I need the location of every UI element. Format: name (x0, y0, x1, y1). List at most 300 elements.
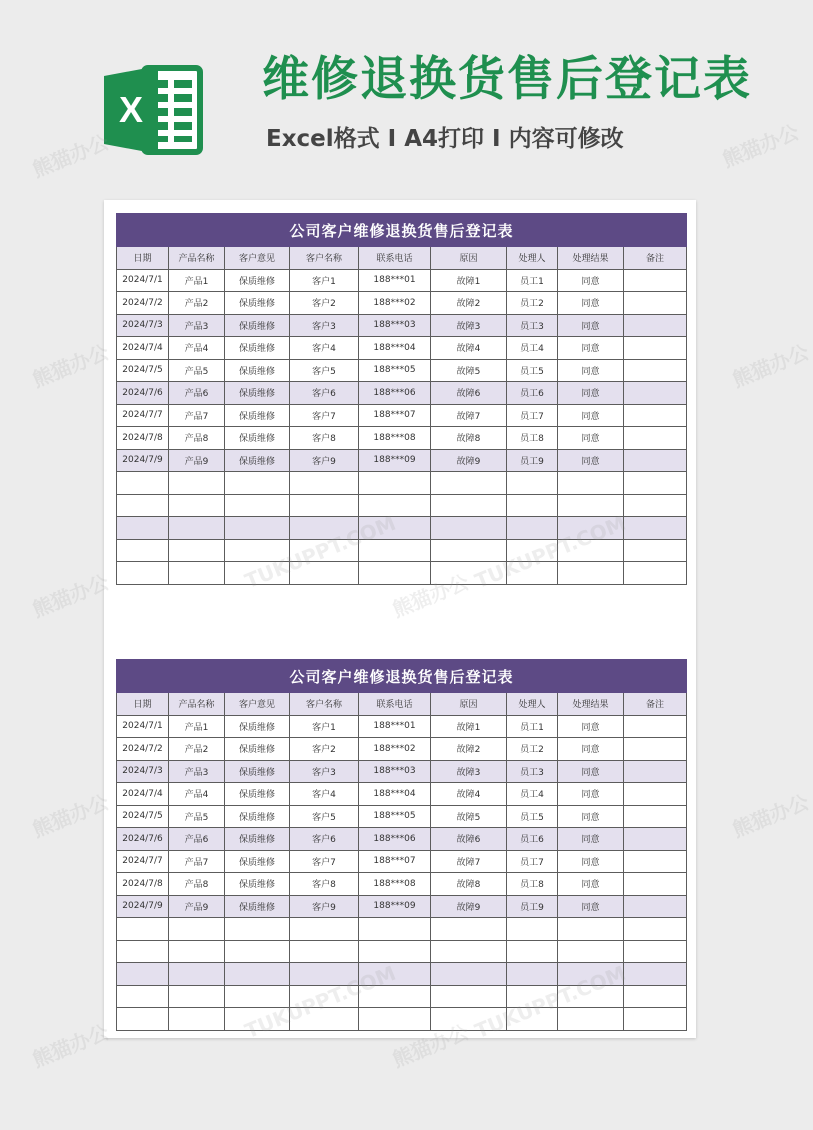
table-cell[interactable]: 故障3 (431, 760, 507, 783)
table-cell[interactable]: 188***01 (359, 715, 431, 738)
table-cell[interactable] (624, 895, 687, 918)
column-header: 日期 (117, 693, 169, 716)
table-cell[interactable]: 故障5 (431, 359, 507, 382)
table-cell[interactable] (431, 918, 507, 941)
table-cell[interactable]: 产品1 (169, 269, 225, 292)
table-cell[interactable]: 保质维修 (225, 382, 290, 405)
table-cell[interactable] (624, 292, 687, 315)
column-header: 日期 (117, 247, 169, 270)
table-cell[interactable] (624, 269, 687, 292)
table-cell[interactable] (624, 427, 687, 450)
table-cell[interactable]: 客户5 (290, 359, 359, 382)
table-cell[interactable]: 188***01 (359, 269, 431, 292)
table-cell[interactable]: 2024/7/3 (117, 314, 169, 337)
table-cell[interactable]: 保质维修 (225, 404, 290, 427)
table-cell[interactable]: 188***02 (359, 292, 431, 315)
table-cell[interactable]: 产品4 (169, 337, 225, 360)
table-cell[interactable]: 保质维修 (225, 269, 290, 292)
table-cell[interactable] (117, 918, 169, 941)
table-cell[interactable]: 客户9 (290, 895, 359, 918)
table-cell[interactable] (624, 539, 687, 562)
table-cell[interactable]: 188***04 (359, 783, 431, 806)
table-row (117, 449, 687, 472)
table-cell[interactable]: 保质维修 (225, 805, 290, 828)
table-cell[interactable] (225, 918, 290, 941)
table-cell[interactable]: 保质维修 (225, 828, 290, 851)
table-cell[interactable] (117, 562, 169, 585)
table-cell[interactable]: 员工6 (507, 828, 558, 851)
table-cell[interactable] (117, 1008, 169, 1031)
table-cell[interactable]: 产品6 (169, 382, 225, 405)
table-cell[interactable]: 故障8 (431, 427, 507, 450)
table-cell[interactable]: 188***06 (359, 382, 431, 405)
table-cell[interactable] (431, 472, 507, 495)
table-cell[interactable] (169, 539, 225, 562)
table-cell[interactable]: 客户1 (290, 269, 359, 292)
table-cell[interactable]: 客户8 (290, 427, 359, 450)
table-cell[interactable]: 员工5 (507, 359, 558, 382)
table-cell[interactable]: 同意 (558, 715, 624, 738)
table-cell[interactable]: 同意 (558, 873, 624, 896)
watermark-text: 熊猫办公 (28, 129, 113, 183)
table-cell[interactable]: 客户6 (290, 382, 359, 405)
table-cell[interactable] (624, 828, 687, 851)
table-cell[interactable]: 客户2 (290, 292, 359, 315)
table-cell[interactable]: 2024/7/6 (117, 828, 169, 851)
table-cell[interactable] (624, 562, 687, 585)
table-row (117, 404, 687, 427)
table-cell[interactable]: 产品1 (169, 715, 225, 738)
table-cell[interactable] (431, 940, 507, 963)
table-cell[interactable] (290, 539, 359, 562)
table-cell[interactable] (169, 940, 225, 963)
table-cell[interactable]: 产品8 (169, 427, 225, 450)
table-cell[interactable]: 产品8 (169, 873, 225, 896)
table-cell[interactable]: 员工6 (507, 382, 558, 405)
table-cell[interactable] (558, 918, 624, 941)
table-cell[interactable] (431, 539, 507, 562)
table-cell[interactable]: 产品7 (169, 850, 225, 873)
table-cell[interactable] (169, 918, 225, 941)
table-cell[interactable]: 员工3 (507, 314, 558, 337)
table-cell[interactable]: 保质维修 (225, 314, 290, 337)
column-header: 客户名称 (290, 693, 359, 716)
table-cell[interactable]: 客户4 (290, 337, 359, 360)
table-row (117, 873, 687, 896)
table-cell[interactable] (558, 517, 624, 540)
logo-letter: X (118, 89, 144, 130)
table-cell[interactable] (624, 940, 687, 963)
table-cell[interactable] (359, 517, 431, 540)
table-cell[interactable] (169, 494, 225, 517)
table-cell[interactable]: 产品7 (169, 404, 225, 427)
table-cell[interactable]: 保质维修 (225, 760, 290, 783)
table-cell[interactable] (558, 472, 624, 495)
table-cell[interactable]: 同意 (558, 292, 624, 315)
table-cell[interactable] (290, 918, 359, 941)
table-cell[interactable] (117, 472, 169, 495)
table-cell[interactable]: 2024/7/4 (117, 337, 169, 360)
table-cell[interactable]: 产品4 (169, 783, 225, 806)
table-cell[interactable]: 同意 (558, 760, 624, 783)
table-cell[interactable]: 2024/7/1 (117, 715, 169, 738)
table-cell[interactable] (169, 1008, 225, 1031)
table-cell[interactable]: 188***05 (359, 359, 431, 382)
table-cell[interactable]: 故障2 (431, 738, 507, 761)
table-cell[interactable] (225, 539, 290, 562)
table-cell[interactable]: 188***03 (359, 314, 431, 337)
table-cell[interactable]: 188***07 (359, 404, 431, 427)
table-cell[interactable]: 员工1 (507, 715, 558, 738)
table-cell[interactable] (359, 940, 431, 963)
column-header: 联系电话 (359, 693, 431, 716)
table-cell[interactable]: 188***09 (359, 895, 431, 918)
table-cell[interactable]: 2024/7/9 (117, 449, 169, 472)
table-cell[interactable] (117, 963, 169, 986)
table-cell[interactable]: 2024/7/5 (117, 805, 169, 828)
table-cell[interactable]: 2024/7/6 (117, 382, 169, 405)
table-cell[interactable]: 188***04 (359, 337, 431, 360)
table-cell[interactable] (558, 940, 624, 963)
table-cell[interactable]: 同意 (558, 337, 624, 360)
table-cell[interactable] (624, 449, 687, 472)
header-banner (0, 0, 803, 190)
table-cell[interactable] (624, 783, 687, 806)
table-title: 公司客户维修退换货售后登记表 (117, 214, 687, 247)
table-row (117, 382, 687, 405)
table-row (117, 738, 687, 761)
table-cell[interactable]: 2024/7/2 (117, 738, 169, 761)
table-cell[interactable]: 188***08 (359, 873, 431, 896)
table-cell[interactable]: 故障3 (431, 314, 507, 337)
table-cell[interactable]: 2024/7/2 (117, 292, 169, 315)
table-cell[interactable] (431, 494, 507, 517)
table-cell[interactable] (624, 359, 687, 382)
table-cell[interactable] (359, 539, 431, 562)
table-cell[interactable] (507, 985, 558, 1008)
table-cell[interactable] (624, 382, 687, 405)
table-cell[interactable]: 客户8 (290, 873, 359, 896)
table-cell[interactable]: 2024/7/4 (117, 783, 169, 806)
table-cell[interactable]: 同意 (558, 738, 624, 761)
table-cell[interactable]: 客户7 (290, 404, 359, 427)
table-cell[interactable] (624, 985, 687, 1008)
table-cell[interactable] (624, 805, 687, 828)
table-cell[interactable]: 客户6 (290, 828, 359, 851)
table-cell[interactable]: 保质维修 (225, 873, 290, 896)
table-cell[interactable] (507, 918, 558, 941)
table-cell[interactable]: 故障6 (431, 828, 507, 851)
table-cell[interactable]: 产品2 (169, 738, 225, 761)
table-cell[interactable] (117, 985, 169, 1008)
table-cell[interactable]: 客户3 (290, 760, 359, 783)
table-cell[interactable] (624, 738, 687, 761)
table-cell[interactable] (507, 562, 558, 585)
table-cell[interactable]: 客户1 (290, 715, 359, 738)
table-cell[interactable] (290, 562, 359, 585)
table-cell[interactable] (431, 1008, 507, 1031)
table-row (117, 895, 687, 918)
table-cell[interactable] (624, 517, 687, 540)
table-cell[interactable]: 故障7 (431, 850, 507, 873)
table-cell[interactable] (558, 539, 624, 562)
table-cell[interactable]: 保质维修 (225, 783, 290, 806)
table-cell[interactable] (359, 918, 431, 941)
table-row (117, 783, 687, 806)
table-cell[interactable]: 2024/7/5 (117, 359, 169, 382)
table-cell[interactable] (359, 562, 431, 585)
table-cell[interactable] (169, 963, 225, 986)
table-cell[interactable] (431, 963, 507, 986)
table-cell[interactable]: 员工4 (507, 783, 558, 806)
table-cell[interactable] (624, 494, 687, 517)
table-cell[interactable]: 员工5 (507, 805, 558, 828)
column-header: 联系电话 (359, 247, 431, 270)
table-cell[interactable]: 客户4 (290, 783, 359, 806)
table-cell[interactable]: 故障1 (431, 269, 507, 292)
table-cell[interactable]: 员工4 (507, 337, 558, 360)
table-cell[interactable]: 同意 (558, 314, 624, 337)
table-cell[interactable] (290, 517, 359, 540)
table-cell[interactable] (558, 963, 624, 986)
table-cell[interactable]: 员工2 (507, 292, 558, 315)
watermark-text: 熊猫办公 (28, 569, 113, 623)
table-cell[interactable] (624, 472, 687, 495)
table-cell[interactable] (169, 472, 225, 495)
table-row (117, 427, 687, 450)
table-cell[interactable] (431, 517, 507, 540)
table-cell[interactable]: 188***02 (359, 738, 431, 761)
table-cell[interactable] (558, 562, 624, 585)
table-cell[interactable] (431, 562, 507, 585)
table-row (117, 985, 687, 1008)
table-row (117, 269, 687, 292)
table-cell[interactable]: 同意 (558, 382, 624, 405)
table-cell[interactable] (507, 963, 558, 986)
table-cell[interactable]: 保质维修 (225, 359, 290, 382)
table-cell[interactable]: 同意 (558, 895, 624, 918)
column-header: 产品名称 (169, 693, 225, 716)
watermark-text: 熊猫办公 (728, 339, 813, 393)
table-cell[interactable] (359, 494, 431, 517)
table-cell[interactable]: 故障7 (431, 404, 507, 427)
watermark-text: 熊猫办公 (728, 789, 813, 843)
table-cell[interactable] (624, 715, 687, 738)
table-cell[interactable]: 故障4 (431, 337, 507, 360)
table-cell[interactable] (359, 472, 431, 495)
table-cell[interactable]: 故障5 (431, 805, 507, 828)
table-cell[interactable] (624, 918, 687, 941)
table-cell[interactable]: 客户5 (290, 805, 359, 828)
table-cell[interactable] (558, 1008, 624, 1031)
table-cell[interactable]: 同意 (558, 404, 624, 427)
table-cell[interactable]: 员工9 (507, 449, 558, 472)
table-row (117, 940, 687, 963)
table-cell[interactable]: 故障9 (431, 449, 507, 472)
watermark-text: 熊猫办公 (28, 1019, 113, 1073)
column-header: 产品名称 (169, 247, 225, 270)
table-cell[interactable]: 故障8 (431, 873, 507, 896)
table-cell[interactable]: 员工2 (507, 738, 558, 761)
table-cell[interactable] (225, 985, 290, 1008)
table-cell[interactable]: 保质维修 (225, 427, 290, 450)
table-cell[interactable]: 2024/7/9 (117, 895, 169, 918)
table-cell[interactable]: 188***05 (359, 805, 431, 828)
table-cell[interactable] (290, 472, 359, 495)
table-row (117, 760, 687, 783)
table-cell[interactable]: 员工3 (507, 760, 558, 783)
table-cell[interactable] (507, 517, 558, 540)
table-cell[interactable]: 2024/7/7 (117, 850, 169, 873)
table-cell[interactable] (225, 494, 290, 517)
table-cell[interactable]: 同意 (558, 828, 624, 851)
table-cell[interactable] (225, 940, 290, 963)
table-row (117, 314, 687, 337)
table-cell[interactable] (117, 940, 169, 963)
table-cell[interactable]: 产品6 (169, 828, 225, 851)
table-cell[interactable]: 产品9 (169, 449, 225, 472)
table-cell[interactable]: 同意 (558, 449, 624, 472)
table-cell[interactable] (117, 494, 169, 517)
table-cell[interactable]: 保质维修 (225, 895, 290, 918)
column-header: 备注 (624, 693, 687, 716)
table-cell[interactable] (624, 760, 687, 783)
table-cell[interactable] (507, 940, 558, 963)
table-cell[interactable] (290, 494, 359, 517)
table-cell[interactable] (117, 517, 169, 540)
table-cell[interactable]: 员工7 (507, 404, 558, 427)
watermark-text: 熊猫办公 (28, 789, 113, 843)
table-cell[interactable]: 产品2 (169, 292, 225, 315)
table-cell[interactable]: 同意 (558, 269, 624, 292)
table-cell[interactable] (359, 963, 431, 986)
table-cell[interactable]: 产品3 (169, 760, 225, 783)
table-cell[interactable]: 2024/7/8 (117, 873, 169, 896)
table-cell[interactable]: 员工8 (507, 427, 558, 450)
table-cell[interactable] (225, 562, 290, 585)
table-cell[interactable]: 产品5 (169, 359, 225, 382)
table-cell[interactable] (290, 963, 359, 986)
table-cell[interactable] (507, 1008, 558, 1031)
table-cell[interactable] (290, 1008, 359, 1031)
table-cell[interactable] (507, 494, 558, 517)
column-header: 原因 (431, 693, 507, 716)
table-cell[interactable]: 故障4 (431, 783, 507, 806)
table-cell[interactable]: 故障6 (431, 382, 507, 405)
table-cell[interactable]: 同意 (558, 427, 624, 450)
table-cell[interactable]: 产品9 (169, 895, 225, 918)
table-cell[interactable]: 产品3 (169, 314, 225, 337)
table-cell[interactable]: 188***09 (359, 449, 431, 472)
table-cell[interactable]: 2024/7/1 (117, 269, 169, 292)
table-cell[interactable] (507, 472, 558, 495)
table-cell[interactable]: 员工8 (507, 873, 558, 896)
table-cell[interactable]: 2024/7/3 (117, 760, 169, 783)
table-cell[interactable] (225, 1008, 290, 1031)
table-row (117, 715, 687, 738)
table-cell[interactable]: 同意 (558, 359, 624, 382)
table-cell[interactable] (169, 517, 225, 540)
table-cell[interactable]: 保质维修 (225, 292, 290, 315)
table-cell[interactable]: 故障1 (431, 715, 507, 738)
table-row (117, 918, 687, 941)
table-cell[interactable]: 故障9 (431, 895, 507, 918)
table-cell[interactable]: 2024/7/7 (117, 404, 169, 427)
table-row (117, 539, 687, 562)
table-cell[interactable]: 同意 (558, 805, 624, 828)
table-cell[interactable] (169, 985, 225, 1008)
table-cell[interactable] (431, 985, 507, 1008)
table-cell[interactable]: 同意 (558, 850, 624, 873)
table-cell[interactable] (169, 562, 225, 585)
registration-table-1 (116, 213, 687, 585)
table-cell[interactable]: 188***07 (359, 850, 431, 873)
table-row (117, 494, 687, 517)
column-header: 处理结果 (558, 247, 624, 270)
table-cell[interactable] (624, 404, 687, 427)
table-cell[interactable]: 同意 (558, 783, 624, 806)
table-cell[interactable] (624, 873, 687, 896)
registration-table-2 (116, 659, 687, 1031)
table-cell[interactable]: 客户3 (290, 314, 359, 337)
table-title: 公司客户维修退换货售后登记表 (117, 660, 687, 693)
table-cell[interactable]: 保质维修 (225, 449, 290, 472)
table-cell[interactable]: 保质维修 (225, 738, 290, 761)
table-cell[interactable] (359, 985, 431, 1008)
table-cell[interactable] (624, 963, 687, 986)
table-cell[interactable] (558, 494, 624, 517)
table-cell[interactable] (225, 517, 290, 540)
table-cell[interactable] (225, 472, 290, 495)
table-cell[interactable]: 2024/7/8 (117, 427, 169, 450)
table-cell[interactable]: 保质维修 (225, 337, 290, 360)
table-header-row (117, 693, 687, 716)
table-cell[interactable]: 客户9 (290, 449, 359, 472)
column-header: 客户名称 (290, 247, 359, 270)
table-row (117, 562, 687, 585)
table-cell[interactable]: 188***08 (359, 427, 431, 450)
table-cell[interactable]: 188***06 (359, 828, 431, 851)
table-cell[interactable] (624, 1008, 687, 1031)
table-cell[interactable] (290, 940, 359, 963)
table-cell[interactable] (624, 337, 687, 360)
table-cell[interactable] (117, 539, 169, 562)
table-row (117, 292, 687, 315)
table-cell[interactable] (290, 985, 359, 1008)
excel-logo-icon (100, 62, 204, 158)
column-header: 客户意见 (225, 693, 290, 716)
table-cell[interactable] (225, 963, 290, 986)
table-cell[interactable]: 故障2 (431, 292, 507, 315)
column-header: 处理人 (507, 247, 558, 270)
table-row (117, 805, 687, 828)
table-cell[interactable]: 客户2 (290, 738, 359, 761)
table-cell[interactable]: 保质维修 (225, 850, 290, 873)
table-cell[interactable]: 188***03 (359, 760, 431, 783)
table-row (117, 828, 687, 851)
table-cell[interactable]: 员工1 (507, 269, 558, 292)
table-cell[interactable]: 员工7 (507, 850, 558, 873)
table-cell[interactable]: 客户7 (290, 850, 359, 873)
table-cell[interactable]: 产品5 (169, 805, 225, 828)
table-cell[interactable] (359, 1008, 431, 1031)
table-cell[interactable]: 员工9 (507, 895, 558, 918)
table-cell[interactable] (624, 314, 687, 337)
table-cell[interactable]: 保质维修 (225, 715, 290, 738)
table-cell[interactable] (507, 539, 558, 562)
table-cell[interactable] (624, 850, 687, 873)
table-cell[interactable] (558, 985, 624, 1008)
